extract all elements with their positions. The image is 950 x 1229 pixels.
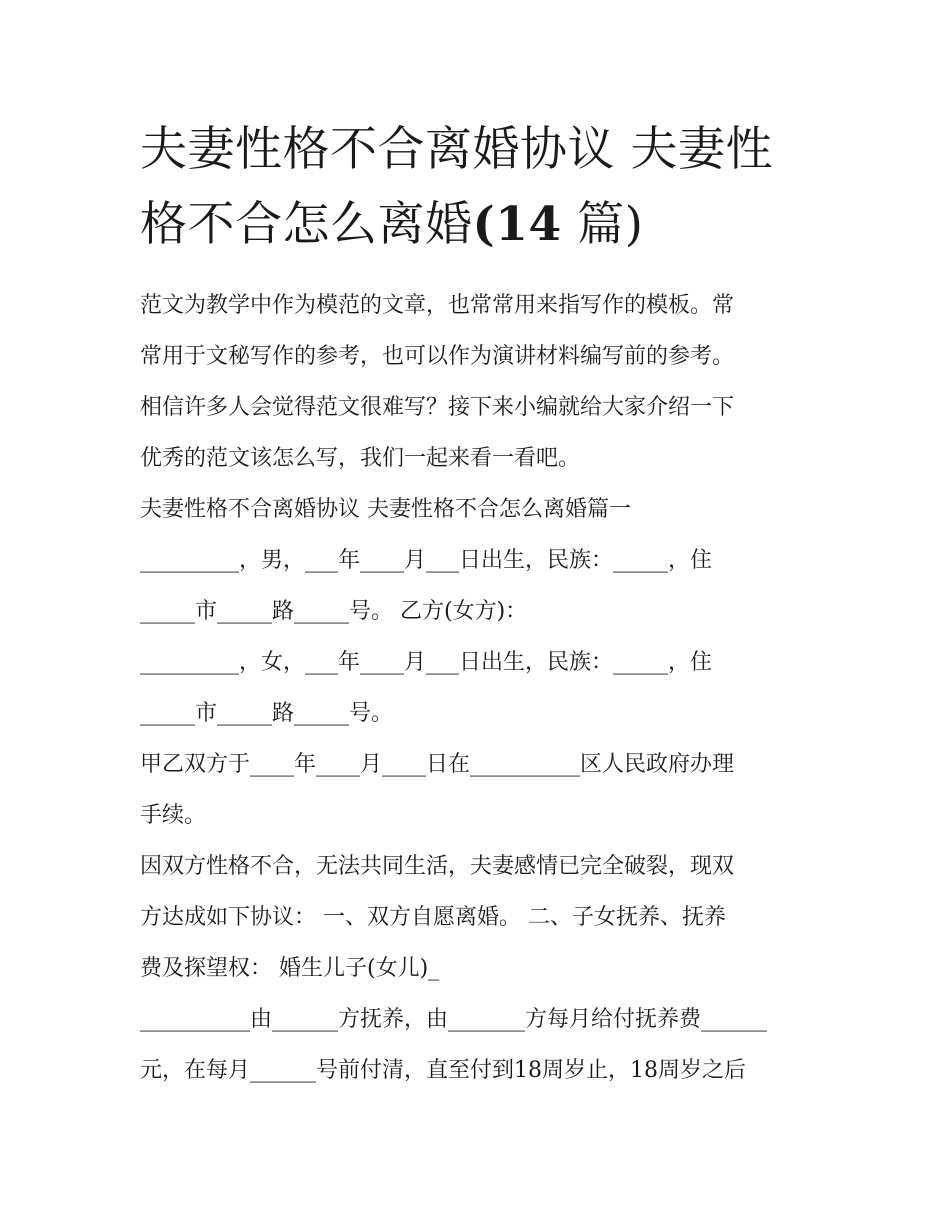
body-line: 优秀的范文该怎么写，我们一起来看一看吧。 bbox=[140, 446, 581, 471]
document-title bbox=[140, 112, 820, 262]
body-line: 因双方性格不合，无法共同生活，夫妻感情已完全破裂，现双 bbox=[140, 854, 735, 879]
title-text: 夫妻性格不合离婚协议 夫妻性格不合怎么离婚 bbox=[140, 122, 773, 252]
body-line: 甲乙双方于____年____月____日在__________区人民政府办理 bbox=[140, 752, 735, 777]
body-line: _____市_____路_____号。 bbox=[140, 701, 394, 726]
body-line: 范文为教学中作为模范的文章，也常常用来指写作的模板。常 bbox=[140, 293, 735, 318]
body-line: _________，女，___年____月___日出生，民族：_____，住 bbox=[140, 650, 713, 675]
body-line: __________由______方抚养，由_______方每月给付抚养费______ bbox=[140, 1007, 768, 1032]
title-suffix: 篇) bbox=[577, 197, 644, 252]
body-line: 费及探望权： 婚生儿子(女儿)_ bbox=[140, 956, 440, 981]
body-line: 方达成如下协议： 一、双方自愿离婚。 二、子女抚养、抚养 bbox=[140, 905, 726, 930]
section-heading: 夫妻性格不合离婚协议 夫妻性格不合怎么离婚篇一 bbox=[140, 497, 631, 522]
document-page bbox=[140, 112, 820, 1096]
body-line: 手续。 bbox=[140, 803, 207, 828]
body-line: _____市_____路_____号。 乙方(女方)： bbox=[140, 599, 528, 624]
title-count: (14 bbox=[472, 197, 562, 252]
body-line: 常用于文秘写作的参考，也可以作为演讲材料编写前的参考。 bbox=[140, 344, 735, 369]
body-line: _________，男，___年____月___日出生，民族：_____，住 bbox=[140, 548, 713, 573]
body-line: 相信许多人会觉得范文很难写？接下来小编就给大家介绍一下 bbox=[140, 395, 735, 420]
body-line: 元，在每月______号前付清，直至付到18周岁止，18周岁之后 bbox=[140, 1058, 746, 1083]
